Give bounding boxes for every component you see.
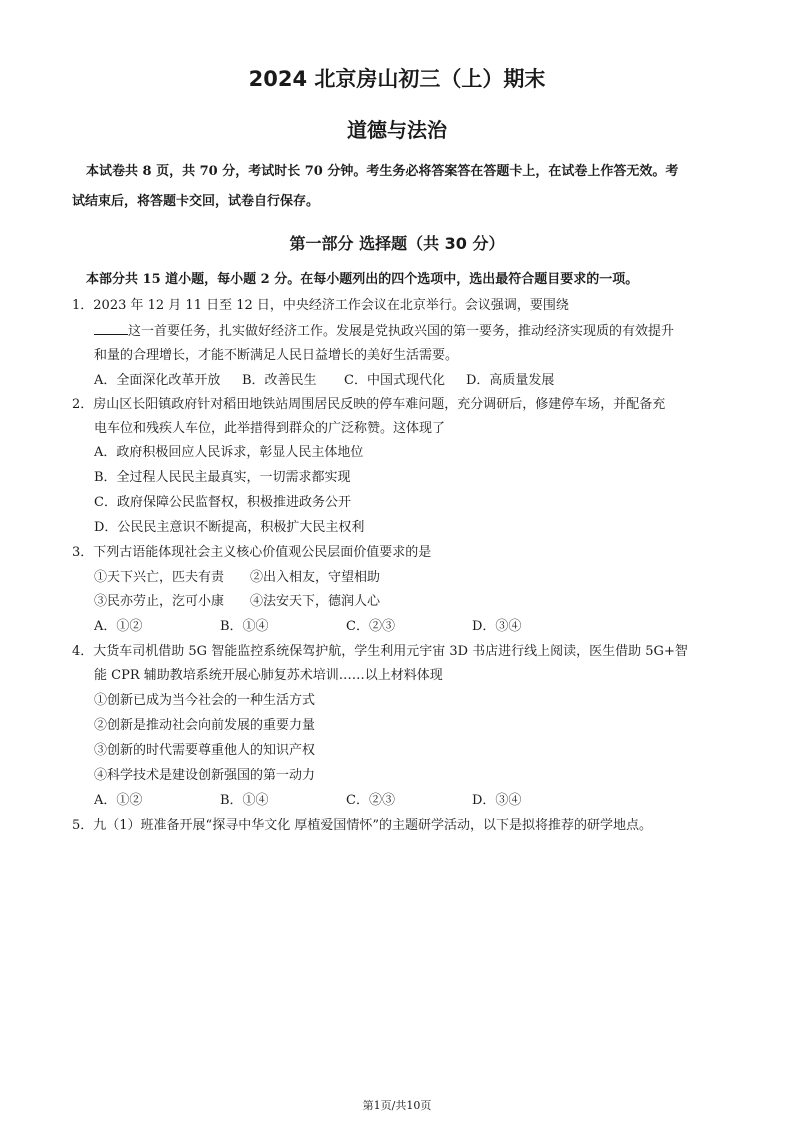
q4-statement-2: ②创新是推动社会向前发展的重要力量 [94, 718, 316, 733]
q2-option-a: A．政府积极回应人民诉求，彰显人民主体地位 [94, 445, 364, 460]
intro-line-1: 本试卷共 8 页，共 70 分，考试时长 70 分钟。考生务必将答案答在答题卡上，在试卷上作答无效。考 [86, 164, 679, 179]
page-number: 第1页/共10页 [362, 1099, 432, 1112]
q4-option-a: A．①② [94, 793, 143, 808]
q1-option-c: C．中国式现代化 [344, 373, 445, 388]
answer-blank [94, 322, 128, 335]
q3-stem: 3．下列古语能体现社会主义核心价值观公民层面价值要求的是 [72, 545, 432, 560]
section-title: 第一部分 选择题（共 30 分） [289, 234, 505, 253]
q4-option-d: D．③④ [472, 793, 522, 808]
q3-option-a: A．①② [94, 619, 143, 634]
q4-statement-1: ①创新已成为当今社会的一种生活方式 [94, 693, 316, 708]
q2-stem-line-2: 电车位和残疾人车位，此举措得到群众的广泛称赞。这体现了 [94, 421, 446, 436]
q4-statement-3: ③创新的时代需要尊重他人的知识产权 [94, 743, 316, 758]
subject-title: 道德与法治 [347, 118, 447, 142]
q3-statement-3: ③民亦劳止，汔可小康 [94, 594, 225, 609]
q4-stem-line-1: 4．大货车司机借助 5G 智能监控系统保驾护航，学生利用元宇宙 3D 书店进行线上阅读，医生借助 5G+智 [72, 644, 688, 659]
q1-stem-line-1: 1．2023 年 12 月 11 日至 12 日，中央经济工作会议在北京举行。会议强调，要围绕 [72, 298, 569, 313]
q4-option-b: B．①④ [220, 793, 269, 808]
q3-statement-1: ①天下兴亡，匹夫有责 [94, 570, 225, 585]
q2-option-d: D．公民民主意识不断提高，积极扩大民主权利 [94, 520, 365, 535]
q1-stem-line-3: 和量的合理增长，才能不断满足人民日益增长的美好生活需要。 [94, 348, 459, 363]
q5-stem: 5．九（1）班准备开展“探寻中华文化 厚植爱国情怀”的主题研学活动，以下是拟将推荐的研学地点。 [72, 818, 652, 833]
q1-option-a: A．全面深化改革开放 [94, 373, 221, 388]
q1-option-d: D．高质量发展 [466, 373, 555, 388]
q3-option-c: C．②③ [346, 619, 395, 634]
q3-option-b: B．①④ [220, 619, 269, 634]
q1-stem-line-2: 这一首要任务，扎实做好经济工作。发展是党执政兴国的第一要务，推动经济实现质的有效提升 [94, 320, 674, 339]
section-instruction: 本部分共 15 道小题，每小题 2 分。在每小题列出的四个选项中，选出最符合题目要求的一项。 [86, 272, 639, 287]
exam-title: 2024 北京房山初三（上）期末 [248, 67, 546, 91]
q2-option-c: C．政府保障公民监督权，积极推进政务公开 [94, 495, 351, 510]
q3-option-d: D．③④ [472, 619, 522, 634]
q3-statement-2: ②出入相友，守望相助 [250, 570, 381, 585]
intro-line-2: 试结束后，将答题卡交回，试卷自行保存。 [72, 194, 320, 209]
q4-stem-line-2: 能 CPR 辅助教培系统开展心肺复苏术培训……以上材料体现 [94, 668, 443, 683]
q4-statement-4: ④科学技术是建设创新强国的第一动力 [94, 768, 316, 783]
q2-stem-line-1: 2．房山区长阳镇政府针对稻田地铁站周围居民反映的停车难问题，充分调研后，修建停车场，并配备充 [72, 397, 666, 412]
q2-option-b: B．全过程人民民主最真实，一切需求都实现 [94, 470, 351, 485]
q1-option-b: B．改善民生 [242, 373, 317, 388]
q4-option-c: C．②③ [346, 793, 395, 808]
q3-statement-4: ④法安天下，德润人心 [250, 594, 381, 609]
